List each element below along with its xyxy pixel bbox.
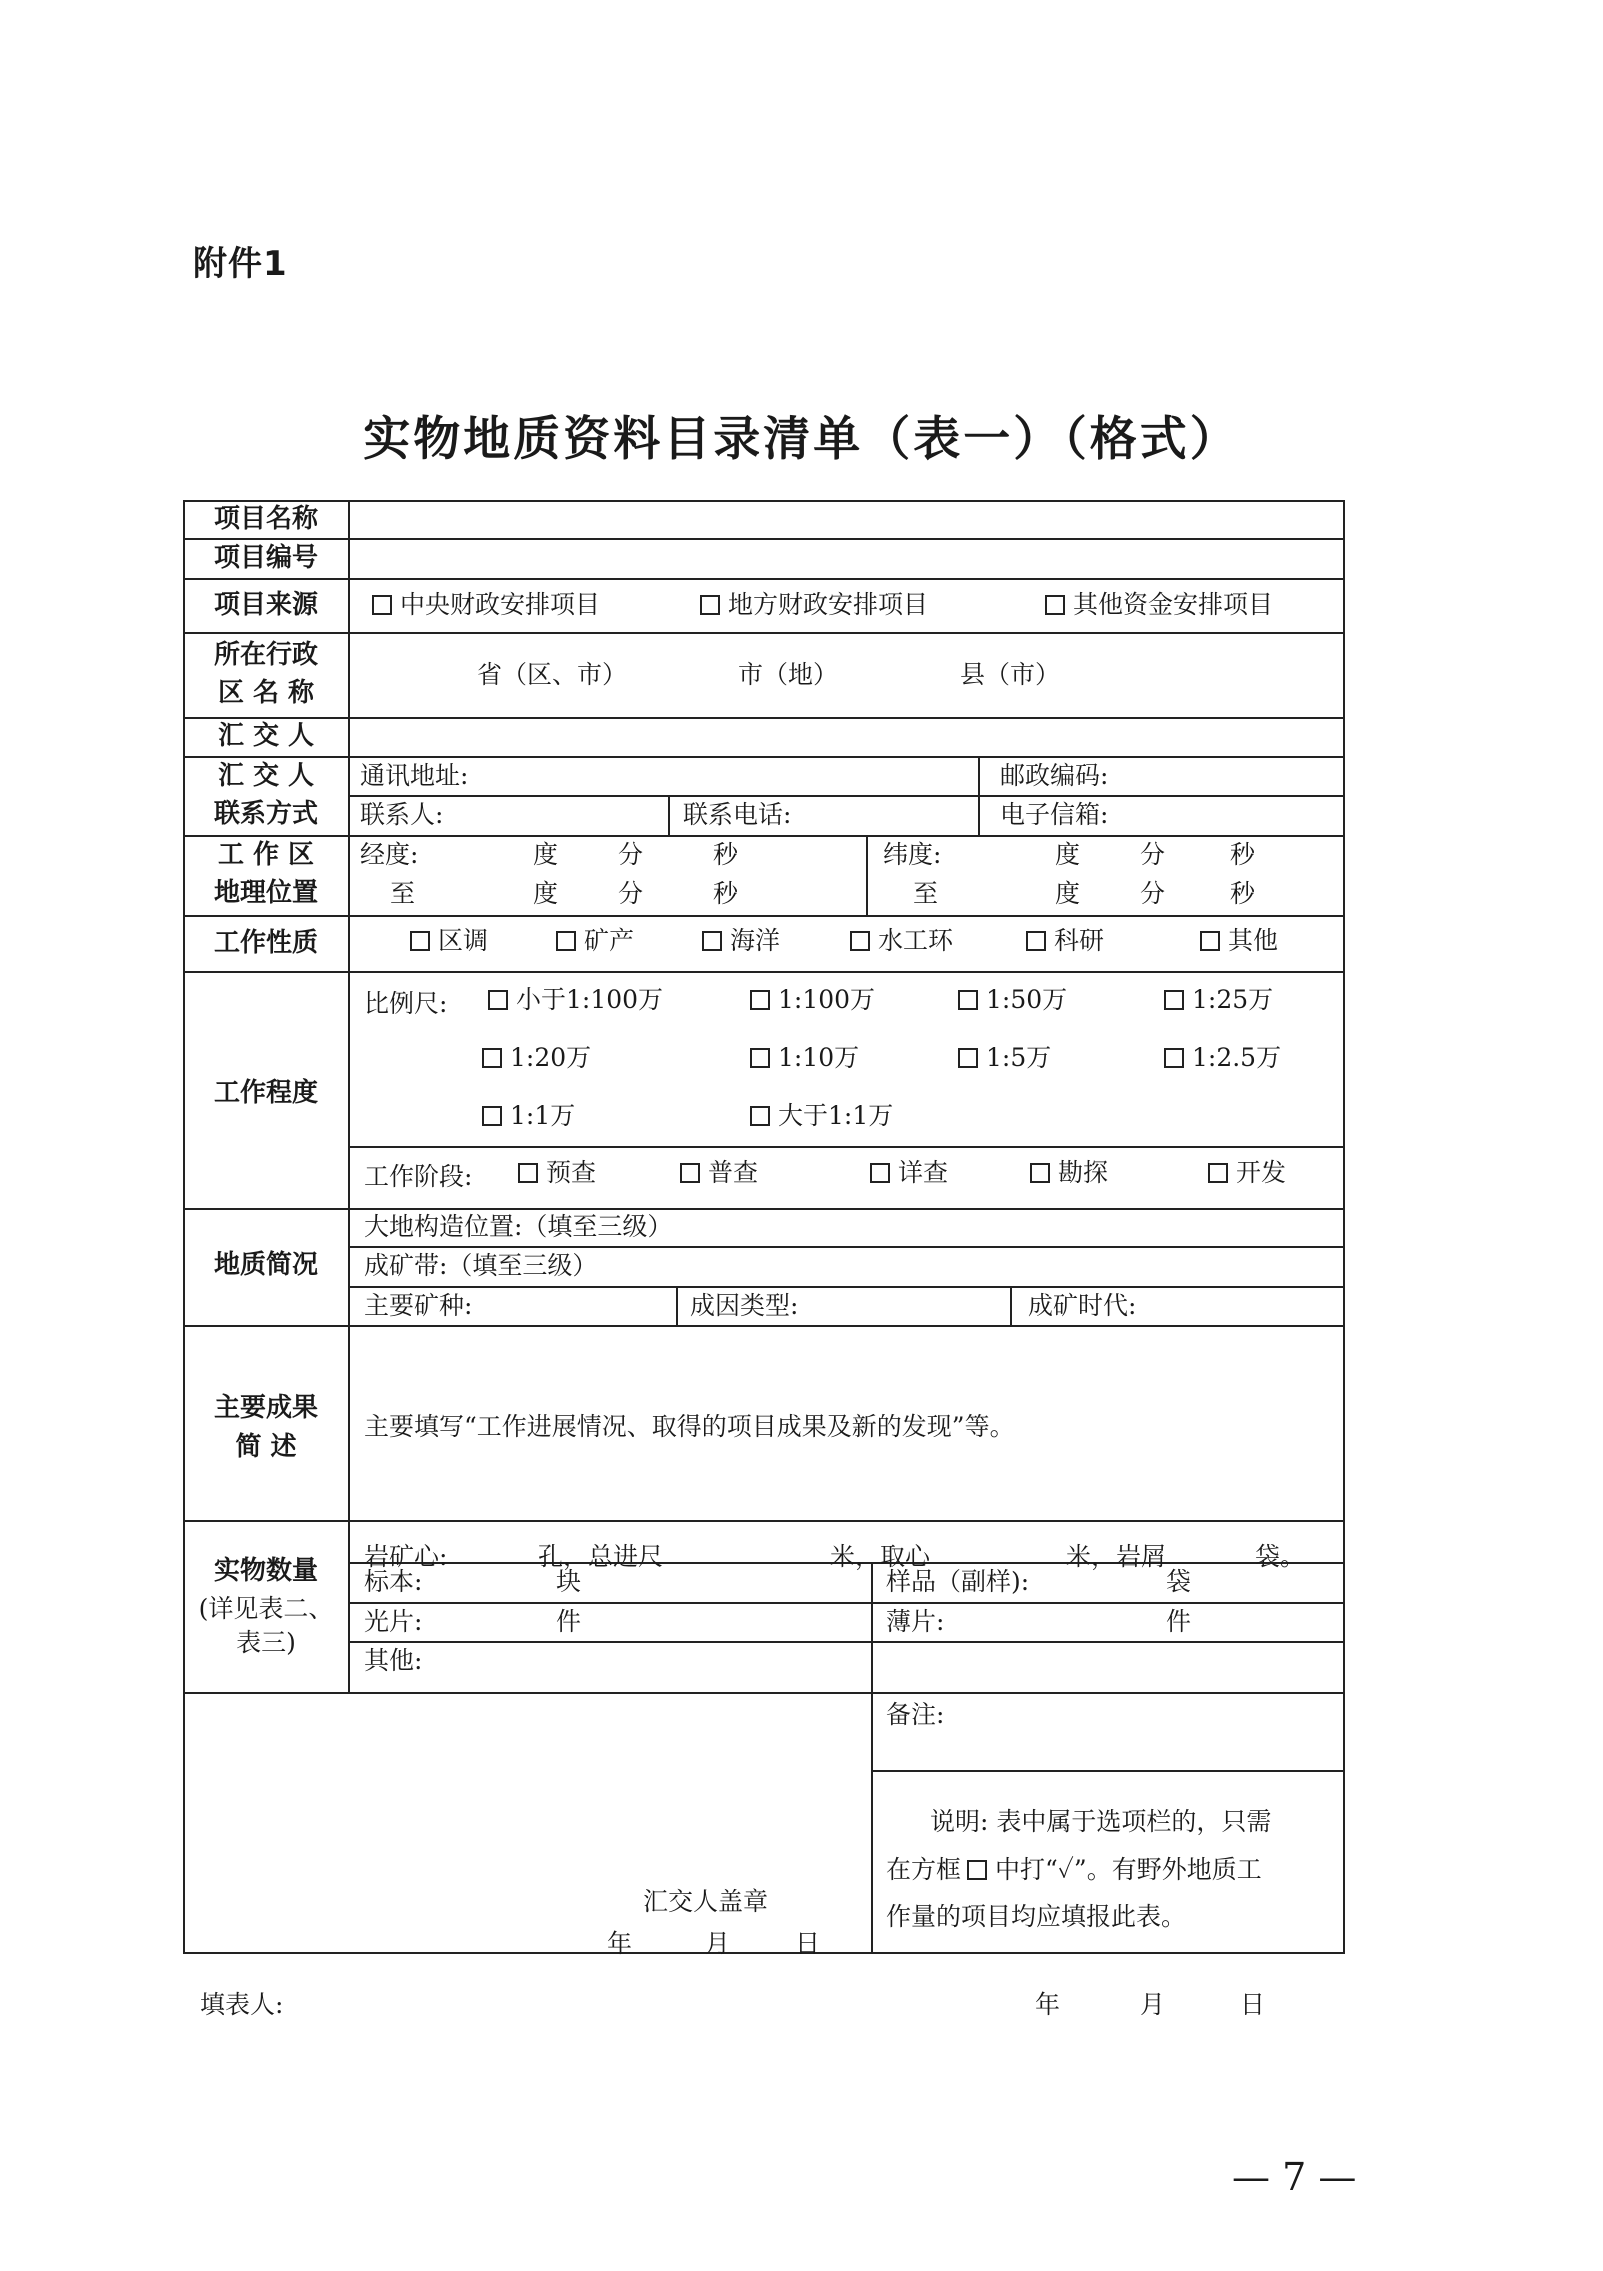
column-divider: [1010, 1286, 1012, 1325]
epoch-label: 成矿时代:: [1028, 1291, 1137, 1320]
note-line-1: 说明: 表中属于选项栏的，只需: [930, 1807, 1272, 1836]
checkbox-icon: [680, 1163, 700, 1183]
row-divider: [348, 1286, 1345, 1288]
stage-option[interactable]: 预查: [518, 1158, 596, 1188]
stage-label: 工作阶段:: [364, 1162, 473, 1191]
latitude-to-sec: 秒: [1230, 879, 1256, 908]
region-province: 省（区、市）: [477, 660, 628, 689]
other-label: 其他:: [364, 1646, 423, 1675]
scale-option[interactable]: 1:5万: [958, 1043, 1051, 1073]
row-divider: [183, 717, 1345, 719]
specimen-label: 标本:: [364, 1567, 423, 1596]
nature-option-hydro[interactable]: 水工环: [850, 926, 953, 956]
row-divider: [183, 756, 1345, 758]
nature-option-research[interactable]: 科研: [1026, 926, 1104, 956]
longitude-sec: 秒: [713, 840, 739, 869]
latitude-to: 至: [913, 879, 939, 908]
scale-option[interactable]: 1:50万: [958, 985, 1067, 1015]
row-divider: [183, 1520, 1345, 1522]
latitude-label: 纬度:: [883, 840, 942, 869]
thin-label: 薄片:: [886, 1607, 945, 1636]
column-divider: [668, 795, 670, 835]
remark-label: 备注:: [886, 1700, 945, 1729]
checkbox-icon: [518, 1163, 538, 1183]
work-degree-label: 工作程度: [213, 1078, 318, 1108]
result-label-2: 简 述: [235, 1432, 297, 1462]
nature-option-regional[interactable]: 区调: [410, 926, 488, 956]
row-divider: [348, 1641, 1345, 1643]
geo-label-2: 地理位置: [213, 878, 318, 908]
checkbox-icon: [967, 1860, 987, 1880]
stage-option[interactable]: 勘探: [1030, 1158, 1108, 1188]
slide-label: 光片:: [364, 1607, 423, 1636]
row-divider: [183, 1692, 1345, 1694]
row-divider: [183, 1325, 1345, 1327]
footer-year: 年: [1035, 1990, 1061, 2019]
longitude-to-deg: 度: [533, 879, 559, 908]
contact-person-label: 联系人:: [360, 800, 444, 829]
row-divider: [348, 795, 1345, 797]
attachment-label: 附件1: [193, 244, 288, 284]
geo-label-1: 工 作 区: [217, 840, 315, 870]
scale-option[interactable]: 1:1万: [482, 1101, 575, 1131]
quantity-label-1: 实物数量: [213, 1556, 318, 1586]
metallogenic-label: 成矿带:（填至三级）: [364, 1251, 598, 1280]
checkbox-icon: [1164, 1048, 1184, 1068]
row-divider: [871, 1770, 1345, 1772]
latitude-sec: 秒: [1230, 840, 1256, 869]
quantity-label-2: (详见表二、: [198, 1594, 334, 1623]
footer-day: 日: [1240, 1990, 1266, 2019]
slide-unit: 件: [556, 1607, 582, 1636]
checkbox-icon: [410, 931, 430, 951]
page-title: 实物地质资料目录清单（表一）（格式）: [363, 412, 1240, 467]
region-label-1: 所在行政: [213, 640, 318, 670]
longitude-to-min: 分: [618, 879, 644, 908]
thin-unit: 件: [1166, 1607, 1192, 1636]
mineral-label: 主要矿种:: [364, 1291, 473, 1320]
row-divider: [183, 632, 1345, 634]
genesis-label: 成因类型:: [690, 1291, 799, 1320]
longitude-to: 至: [390, 879, 416, 908]
seal-year: 年: [607, 1929, 633, 1958]
latitude-min: 分: [1140, 840, 1166, 869]
column-divider: [978, 756, 980, 795]
contact-label-1: 汇 交 人: [217, 761, 315, 791]
row-divider: [183, 915, 1345, 917]
note-line-3: 作量的项目均应填报此表。: [886, 1902, 1187, 1931]
postcode-label: 邮政编码:: [1000, 761, 1109, 790]
latitude-to-deg: 度: [1055, 879, 1081, 908]
checkbox-icon: [1045, 595, 1065, 615]
scale-option[interactable]: 1:2.5万: [1164, 1043, 1281, 1073]
latitude-to-min: 分: [1140, 879, 1166, 908]
row-divider: [183, 578, 1345, 580]
contact-label-2: 联系方式: [213, 799, 318, 829]
nature-option-mineral[interactable]: 矿产: [556, 926, 634, 956]
seal-month: 月: [705, 1929, 731, 1958]
hole-label: 孔，总进尺: [538, 1542, 664, 1571]
longitude-deg: 度: [533, 840, 559, 869]
column-divider: [676, 1286, 678, 1325]
checkbox-icon: [1164, 990, 1184, 1010]
checkbox-icon: [1030, 1163, 1050, 1183]
checkbox-icon: [702, 931, 722, 951]
stage-option[interactable]: 详查: [870, 1158, 948, 1188]
source-option-central[interactable]: 中央财政安排项目: [372, 590, 600, 620]
checkbox-icon: [958, 1048, 978, 1068]
row-divider: [348, 1246, 1345, 1248]
column-divider: [978, 795, 980, 835]
column-divider: [348, 500, 350, 1692]
checkbox-icon: [750, 1106, 770, 1126]
checkbox-icon: [482, 1048, 502, 1068]
checkbox-icon: [750, 1048, 770, 1068]
address-label: 通讯地址:: [360, 761, 469, 790]
row-divider: [183, 1208, 1345, 1210]
core-label: 岩矿心:: [364, 1542, 448, 1571]
row-divider: [183, 971, 1345, 973]
checkbox-icon: [870, 1163, 890, 1183]
longitude-to-sec: 秒: [713, 879, 739, 908]
filler-label: 填表人:: [200, 1990, 284, 2019]
stage-option[interactable]: 开发: [1208, 1158, 1286, 1188]
tectonic-label: 大地构造位置:（填至三级）: [364, 1212, 673, 1241]
region-county: 县（市）: [960, 660, 1061, 689]
row-divider: [348, 1602, 1345, 1604]
bag-end-label: 袋。: [1255, 1542, 1306, 1571]
region-label-2: 区 名 称: [217, 678, 315, 708]
longitude-min: 分: [618, 840, 644, 869]
checkbox-icon: [372, 595, 392, 615]
block-unit: 块: [556, 1567, 582, 1596]
page-number: — 7 —: [1232, 2155, 1357, 2199]
longitude-label: 经度:: [360, 840, 419, 869]
checkbox-icon: [556, 931, 576, 951]
project-code-label: 项目编号: [213, 543, 318, 573]
note-line-2: 在方框 中打“✓”。有野外地质工: [886, 1855, 1262, 1884]
checkbox-icon: [1200, 931, 1220, 951]
checkbox-icon: [1208, 1163, 1228, 1183]
nature-option-other[interactable]: 其他: [1200, 926, 1278, 956]
latitude-deg: 度: [1055, 840, 1081, 869]
sample-label: 样品（副样):: [886, 1567, 1030, 1596]
work-nature-label: 工作性质: [213, 928, 318, 958]
project-name-label: 项目名称: [213, 504, 318, 534]
source-option-local[interactable]: 地方财政安排项目: [700, 590, 928, 620]
seal-day: 日: [795, 1929, 821, 1958]
project-source-label: 项目来源: [213, 590, 318, 620]
checkbox-icon: [850, 931, 870, 951]
scale-option[interactable]: 小于1:100万: [488, 985, 663, 1015]
checkbox-icon: [488, 990, 508, 1010]
geology-label: 地质简况: [213, 1250, 318, 1280]
row-divider: [348, 1146, 1345, 1148]
footer-month: 月: [1140, 1990, 1166, 2019]
seal-label: 汇交人盖章: [643, 1887, 769, 1916]
email-label: 电子信箱:: [1000, 800, 1109, 829]
scale-option[interactable]: 1:10万: [750, 1043, 859, 1073]
scale-label: 比例尺:: [364, 989, 448, 1018]
checkbox-icon: [958, 990, 978, 1010]
bag-unit: 袋: [1166, 1567, 1192, 1596]
scale-option[interactable]: 1:100万: [750, 985, 875, 1015]
phone-label: 联系电话:: [683, 800, 792, 829]
result-label-1: 主要成果: [213, 1393, 318, 1423]
scale-option[interactable]: 1:25万: [1164, 985, 1273, 1015]
column-divider: [866, 835, 868, 915]
nature-option-ocean[interactable]: 海洋: [702, 926, 780, 956]
source-option-other[interactable]: 其他资金安排项目: [1045, 590, 1273, 620]
checkbox-icon: [482, 1106, 502, 1126]
region-city: 市（地）: [738, 660, 839, 689]
checkbox-icon: [1026, 931, 1046, 951]
scale-option[interactable]: 1:20万: [482, 1043, 591, 1073]
column-divider: [871, 1562, 873, 1954]
meter-core-label: 米，取心: [830, 1542, 931, 1571]
checkbox-icon: [700, 595, 720, 615]
scale-option[interactable]: 大于1:1万: [750, 1101, 893, 1131]
meter-cut-label: 米，岩屑: [1066, 1542, 1167, 1571]
quantity-label-3: 表三): [236, 1628, 296, 1657]
submitter-label: 汇 交 人: [217, 721, 315, 751]
checkbox-icon: [750, 990, 770, 1010]
row-divider: [183, 538, 1345, 540]
result-text: 主要填写“工作进展情况、取得的项目成果及新的发现”等。: [364, 1412, 1015, 1441]
row-divider: [183, 835, 1345, 837]
stage-option[interactable]: 普查: [680, 1158, 758, 1188]
